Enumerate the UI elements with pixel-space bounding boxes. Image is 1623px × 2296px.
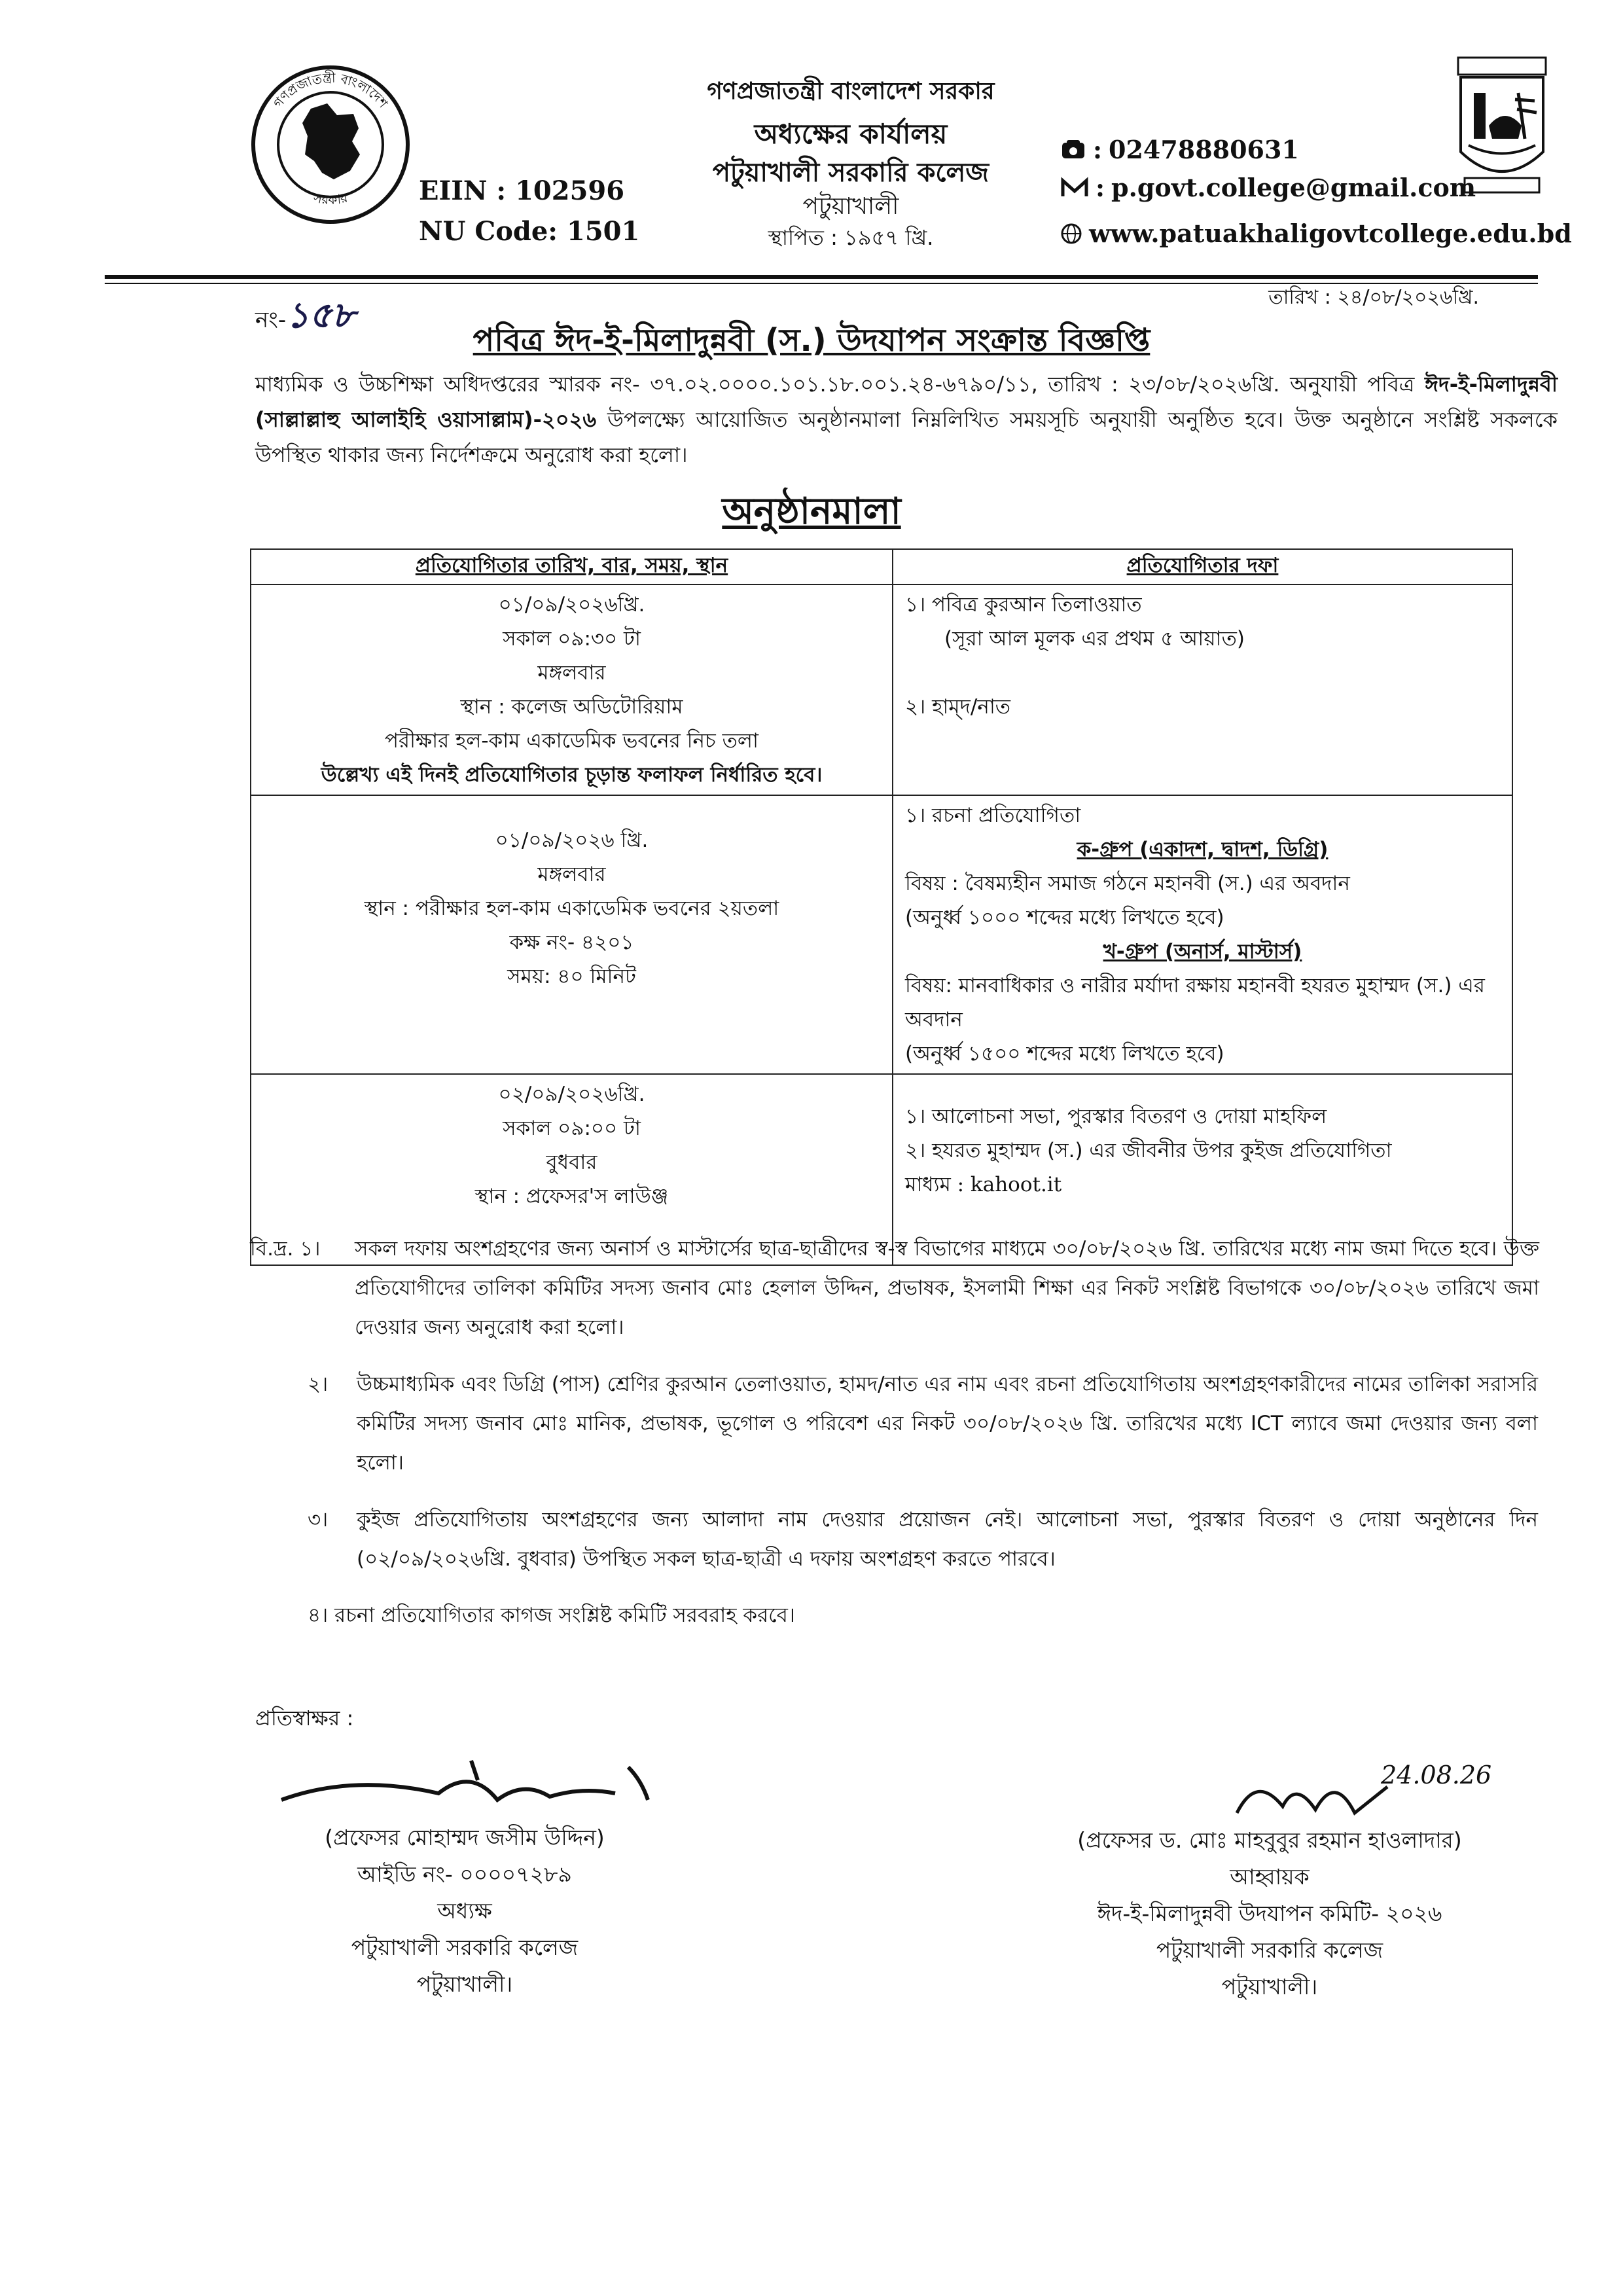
schedule-venue-detail: পরীক্ষার হল-কাম একাডেমিক ভবনের নিচ তলা [385, 729, 758, 753]
schedule-table [250, 548, 1513, 1266]
note-3-number: ৩। [308, 1508, 329, 1532]
note-1-text: সকল দফায় অংশগ্রহণের জন্য অনার্স ও মাস্টার্সের ছাত্র-ছাত্রীদের স্ব-স্ব বিভাগের মাধ্যমে ৩০/০৮/২০২৬ খ্রি. তারিখের মধ্যে নাম জমা দিতে হবে। উক্ত প্রতিযোগীদের তালিকা কমিটির সদস্য জনাব মোঃ হেলাল উদ্দিন, প্রভাষক, ইসলামী শিক্ষা এর নিকট সংশ্লিষ্ট বিভাগকে ৩০/০৮/২০২৬ তারিখে জমা দেওয়ার জন্য অনুরোধ করা হলো। [355, 1237, 1539, 1339]
memo-number-handwritten: ১৫৮ [286, 294, 355, 336]
event-medium: মাধ্যম : kahoot.it [905, 1173, 1062, 1196]
paragraph-part-c: উপলক্ষ্যে আয়োজিত অনুষ্ঠানমালা নিম্নলিখিত সময়সূচি অনুযায়ী অনুষ্ঠিত হবে। উক্ত অনুষ্ঠানে সংশ্লিষ্ট সকলকে উপস্থিত থাকার জন্য নির্দেশক্রমে অনুরোধ করা হলো। [255, 407, 1558, 467]
paragraph-event-name: ঈদ-ই-মিলাদুন্নবী (সাল্লাল্লাহু আলাইহি ওয়াসাল্লাম)-২০২৬ [255, 372, 1558, 432]
event-item: ১। রচনা প্রতিযোগিতা [905, 804, 1081, 827]
event-item: ১। আলোচনা সভা, পুরস্কার বিতরণ ও দোয়া মাহফিল [905, 1105, 1327, 1128]
right-signatory [1021, 1822, 1518, 2005]
government-line: গণপ্রজাতন্ত্রী বাংলাদেশ সরকার [707, 78, 995, 105]
eiin-code: EIIN : 102596 [419, 175, 625, 206]
email-address[interactable]: p.govt.college@gmail.com [1111, 173, 1476, 202]
phone-prefix: : [1093, 135, 1103, 164]
college-crest-logo [1453, 54, 1551, 198]
events-cell [893, 584, 1512, 795]
phone-row [1060, 135, 1299, 164]
schedule-venue: স্থান : কলেজ অডিটোরিয়াম [460, 695, 683, 719]
college-name: পটুয়াখালী সরকারি কলেজ [712, 158, 990, 188]
group-ka-limit: (অনুর্ধ্ব ১০০০ শব্দের মধ্যে লিখতে হবে) [905, 906, 1224, 929]
event-item: ২। হাম্‌দ/নাত [905, 695, 1011, 719]
note-prefix: বি.দ্র. [250, 1237, 294, 1261]
note-1-number: ১। [300, 1237, 321, 1261]
note-2-text: উচ্চমাধ্যমিক এবং ডিগ্রি (পাস) শ্রেণির কুরআন তেলাওয়াত, হামদ/নাত এর নাম এবং রচনা প্রতিযোগিতায় অংশগ্রহণকারীদের নামের তালিকা সরাসরি কমিটির সদস্য জনাব মোঃ মানিক, প্রভাষক, ভূগোল ও পরিবেশ এর নিকট ৩০/০৮/২০২৬ খ্রি. তারিখের মধ্যে ICT ল্যাবে জমা দেওয়ার জন্য বলা হলো। [357, 1372, 1538, 1475]
schedule-title: অনুষ্ঠানমালা [722, 490, 901, 533]
schedule-venue: স্থান : প্রফেসর'স লাউঞ্জ [474, 1185, 669, 1208]
svg-text:সরকার: সরকার [312, 189, 349, 208]
event-item: ২। হযরত মুহাম্মদ (স.) এর জীবনীর উপর কুইজ প্রতিযোগিতা [905, 1139, 1392, 1162]
right-signatory-name: (প্রফেসর ড. মোঃ মাহবুবুর রহমান হাওলাদার) [1077, 1827, 1462, 1853]
right-signatory-title: আহ্বায়ক [1230, 1864, 1310, 1890]
left-signatory [262, 1820, 668, 2003]
note-3-text: কুইজ প্রতিযোগিতায় অংশগ্রহণের জন্য আলাদা নাম দেওয়ার প্রয়োজন নেই। আলোচনা সভা, পুরস্কার বিতরণ ও দোয়া অনুষ্ঠানের দিন (০২/০৯/২০২৬খ্রি. বুধবার) উপস্থিত সকল ছাত্র-ছাত্রী এ দফায় অংশগ্রহণ করতে পারবে। [357, 1508, 1538, 1571]
group-kha-topic: বিষয়: মানবাধিকার ও নারীর মর্যাদা রক্ষায় মহানবী হযরত মুহাম্মদ (স.) এর অবদান [905, 974, 1485, 1031]
memo-prefix: নং- [255, 307, 287, 333]
left-signatory-title: অধ্যক্ষ [437, 1898, 492, 1924]
schedule-date: ০২/০৯/২০২৬খ্রি. [498, 1083, 645, 1106]
header-rule [105, 275, 1538, 279]
website-url[interactable]: www.patuakhaligovtcollege.edu.bd [1089, 219, 1572, 248]
group-kha-label: খ-গ্রুপ (অনার্স, মাস্টার্স) [1103, 940, 1302, 963]
right-signatory-org: পটুয়াখালী সরকারি কলেজ [1156, 1937, 1383, 1963]
schedule-cell [251, 584, 893, 795]
schedule-note: উল্লেখ্য এই দিনই প্রতিযোগিতার চূড়ান্ত ফলাফল নির্ধারিত হবে। [321, 763, 823, 787]
note-2 [308, 1365, 1538, 1482]
notice-date: তারিখ : ২৪/০৮/২০২৬খ্রি. [1268, 286, 1479, 309]
svg-text:গণপ্রজাতন্ত্রী বাংলাদেশ: গণপ্রজাতন্ত্রী বাংলাদেশ [270, 69, 391, 111]
nu-code: NU Code: 1501 [419, 216, 640, 247]
paragraph-part-a: মাধ্যমিক ও উচ্চশিক্ষা অধিদপ্তরের স্মারক নং- ৩৭.০২.০০০০.১০১.১৮.০০১.২৪-৬৭৯০/১১, তারিখ : ২৩/০৮/২০২৬খ্রি. অনুযায়ী পবিত্র [255, 372, 1425, 397]
event-item: ১। পবিত্র কুরআন তিলাওয়াত [905, 593, 1142, 617]
schedule-duration: সময়: ৪০ মিনিট [507, 965, 636, 988]
govt-seal-logo [249, 63, 412, 226]
note-2-number: ২। [308, 1372, 329, 1396]
schedule-day: বুধবার [546, 1151, 597, 1174]
table-row [251, 795, 1512, 1074]
schedule-time: সকাল ০৯:৩০ টা [503, 627, 641, 651]
schedule-time: সকাল ০৯:০০ টা [503, 1117, 641, 1140]
established-line: স্থাপিত : ১৯৫৭ খ্রি. [768, 225, 934, 250]
schedule-date: ০১/০৯/২০২৬খ্রি. [498, 593, 645, 617]
phone-number: 02478880631 [1109, 135, 1299, 164]
email-row [1060, 173, 1476, 202]
notice-title: পবিত্র ঈদ-ই-মিলাদুন্নবী (স.) উদযাপন সংক্রান্ত বিজ্ঞপ্তি [473, 322, 1150, 359]
notice-paragraph [255, 367, 1558, 473]
column-header-schedule: প্রতিযোগিতার তারিখ, বার, সময়, স্থান [251, 549, 893, 584]
left-signatory-name: (প্রফেসর মোহাম্মদ জসীম উদ্দিন) [325, 1825, 605, 1850]
email-prefix: : [1096, 173, 1105, 202]
website-row [1060, 219, 1572, 248]
endorsement-label: প্রতিস্বাক্ষর : [255, 1706, 354, 1731]
event-detail: (সূরা আল মূলক এর প্রথম ৫ আয়াত) [944, 627, 1245, 651]
group-ka-label: ক-গ্রুপ (একাদশ, দ্বাদশ, ডিগ্রি) [1077, 838, 1329, 861]
schedule-room: কক্ষ নং- ৪২০১ [509, 931, 634, 954]
right-signatory-place: পটুয়াখালী। [1221, 1974, 1318, 2000]
table-row [251, 584, 1512, 795]
right-signatory-committee: ঈদ-ই-মিলাদুন্নবী উদযাপন কমিটি- ২০২৬ [1097, 1901, 1442, 1926]
district-name: পটুয়াখালী [802, 193, 899, 220]
left-signatory-org: পটুয়াখালী সরকারি কলেজ [351, 1935, 579, 1960]
right-signature-date: 24.08.26 [1381, 1761, 1492, 1789]
envelope-icon [1060, 177, 1089, 199]
left-signatory-place: পটুয়াখালী। [416, 1971, 513, 1997]
events-cell [893, 795, 1512, 1074]
schedule-venue: স্থান : পরীক্ষার হল-কাম একাডেমিক ভবনের ২য়তলা [364, 897, 779, 920]
group-kha-limit: (অনুর্ধ্ব ১৫০০ শব্দের মধ্যে লিখতে হবে) [905, 1042, 1224, 1066]
globe-icon [1060, 223, 1082, 245]
note-4-text: রচনা প্রতিযোগিতার কাগজ সংশ্লিষ্ট কমিটি সরবরাহ করবে। [334, 1604, 795, 1627]
note-1 [250, 1229, 1539, 1347]
note-3 [308, 1500, 1538, 1579]
left-signature [275, 1754, 668, 1826]
table-header-row [251, 549, 1512, 584]
note-4 [308, 1596, 1538, 1635]
schedule-day: মঙ্গলবার [537, 661, 606, 685]
group-ka-topic: বিষয় : বৈষম্যহীন সমাজ গঠনে মহানবী (স.) এর অবদান [905, 872, 1350, 895]
office-line: অধ্যক্ষের কার্যালয় [754, 118, 948, 150]
left-signatory-id: আইডি নং- ০০০০৭২৮৯ [357, 1861, 572, 1887]
phone-icon [1060, 139, 1086, 161]
schedule-cell [251, 795, 893, 1074]
note-4-number: ৪। [308, 1604, 329, 1627]
schedule-date: ০১/০৯/২০২৬ খ্রি. [495, 829, 649, 852]
schedule-day: মঙ্গলবার [537, 863, 606, 886]
column-header-events: প্রতিযোগিতার দফা [893, 549, 1512, 584]
